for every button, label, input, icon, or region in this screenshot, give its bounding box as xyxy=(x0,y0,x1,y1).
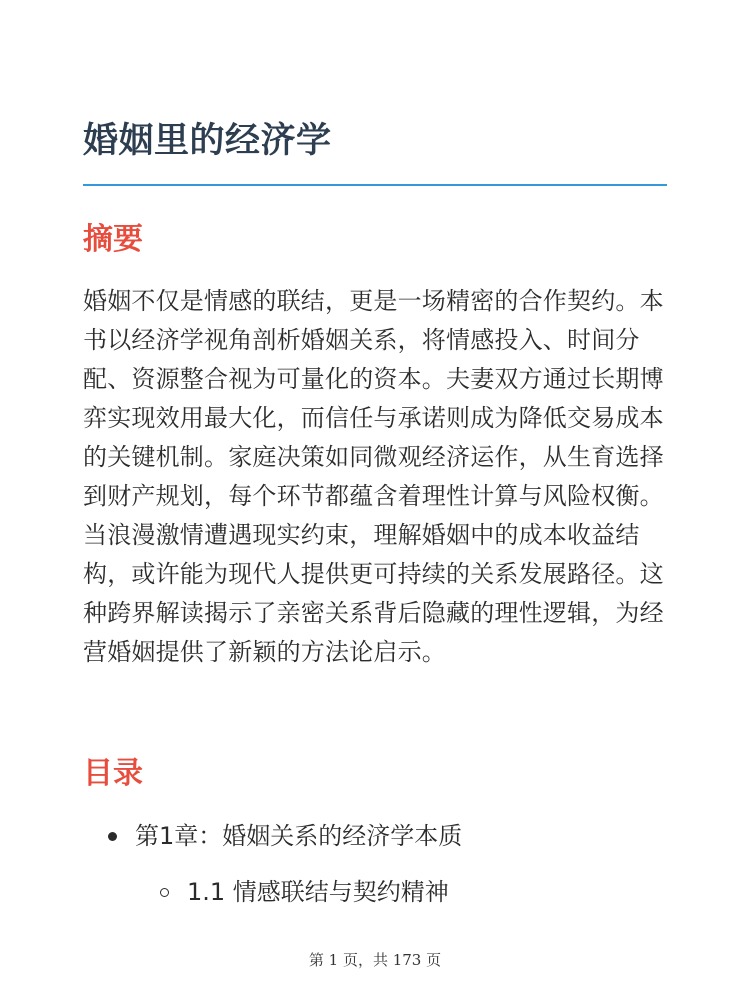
toc-heading: 目录 xyxy=(83,756,143,791)
bullet-circle-icon xyxy=(160,888,169,897)
document-title: 婚姻里的经济学 xyxy=(83,121,332,161)
toc-item-section-1-1[interactable] xyxy=(160,874,449,910)
title-divider xyxy=(83,184,667,186)
toc-item-chapter-1[interactable] xyxy=(108,818,462,854)
page-number-footer: 第 1 页，共 173 页 xyxy=(308,951,442,969)
toc-item-label: 1.1 情感联结与契约精神 xyxy=(187,878,449,906)
bullet-disc-icon xyxy=(108,832,117,841)
toc-item-label: 第1章：婚姻关系的经济学本质 xyxy=(135,822,463,850)
abstract-paragraph: 婚姻不仅是情感的联结，更是一场精密的合作契约。本书以经济学视角剖析婚姻关系，将情感投入、时间分配、资源整合视为可量化的资本。夫妻双方通过长期博弈实现效用最大化，而信任与承诺则成为降低交易成本的关键机制。家庭决策如同微观经济运作，从生育选择到财产规划，每个环节都蕴含着理性计算与风险权衡。当浪漫激情遭遇现实约束，理解婚姻中的成本收益结构，或许能为现代人提供更可持续的关系发展路径。这种跨界解读揭示了亲密关系背后隐藏的理性逻辑，为经营婚姻提供了新颖的方法论启示。 xyxy=(83,287,664,666)
abstract-heading: 摘要 xyxy=(83,222,143,257)
